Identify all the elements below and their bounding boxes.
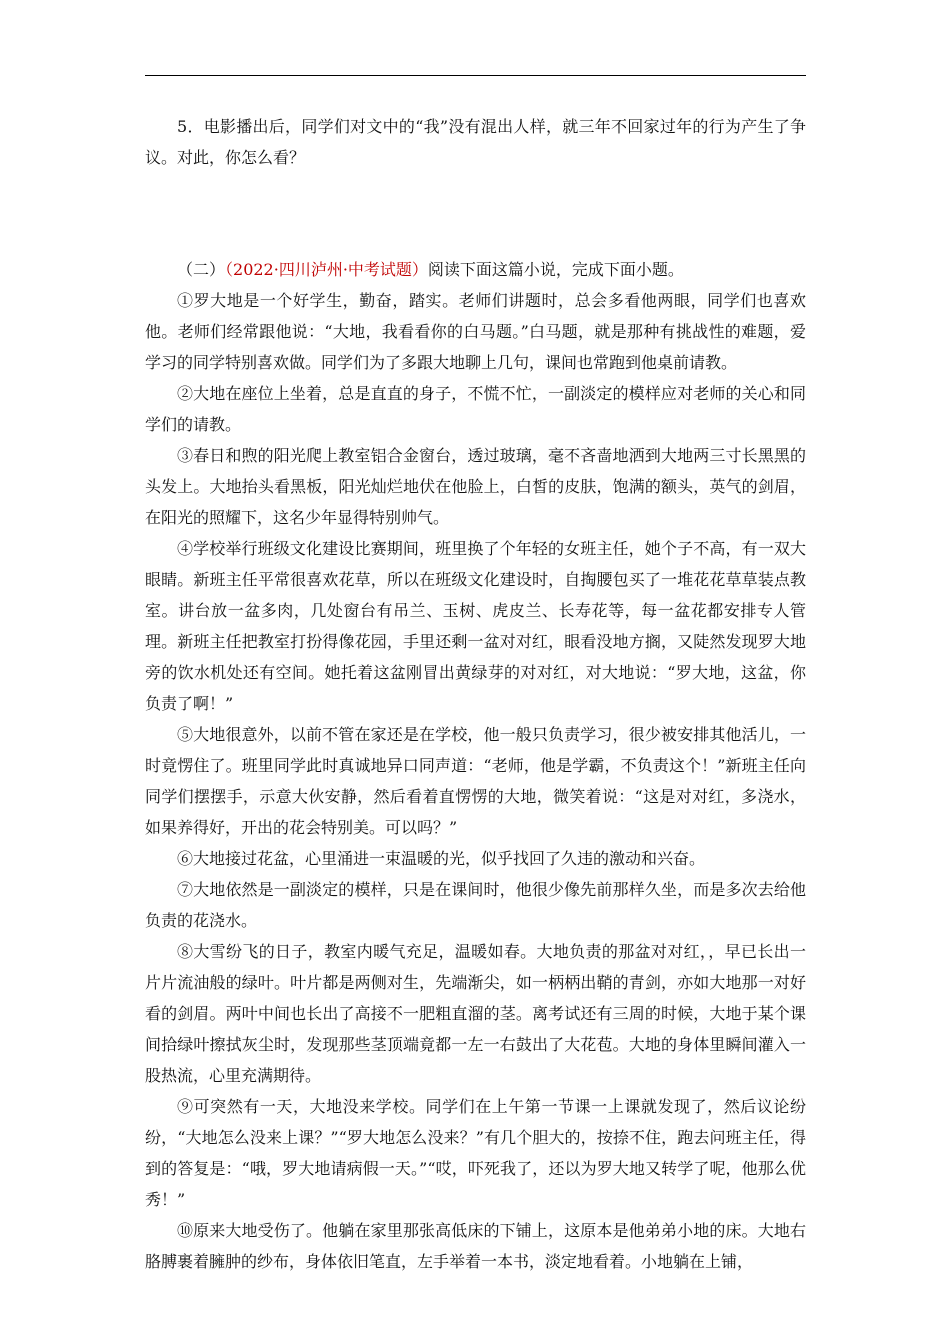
story-paragraph-10: ⑩原来大地受伤了。他躺在家里那张高低床的下铺上，这原本是他弟弟小地的床。大地右胳膊裹着臃肿的纱布，身体依旧笔直，左手举着一本书，淡定地看着。小地躺在上铺，	[145, 1221, 806, 1271]
story-paragraph-7: ⑦大地依然是一副淡定的模样，只是在课间时，他很少像先前那样久坐，而是多次去给他负责的花浇水。	[145, 880, 806, 930]
story-paragraph-9: ⑨可突然有一天，大地没来学校。同学们在上午第一节课一上课就发现了，然后议论纷纷，“大地怎么没来上课？”“罗大地怎么没来？”有几个胆大的，按捺不住，跑去问班主任，得到的答复是：“哦，罗大地请病假一天。”“哎，吓死我了，还以为罗大地又转学了呢，他那么优秀！”	[145, 1097, 806, 1209]
section-number: （二）	[177, 260, 226, 279]
story-paragraph-8: ⑧大雪纷飞的日子，教室内暖气充足，温暖如春。大地负责的那盆对对红，，早已长出一片片流油般的绿叶。叶片都是两侧对生，先端渐尖，如一柄柄出鞘的青剑，亦如大地那一对好看的剑眉。两叶中间也长出了高接不一肥粗直溜的茎。离考试还有三周的时候，大地于某个课间拾绿叶擦拭灰尘时，发现那些茎顶端竟都一左一右鼓出了大花苞。大地的身体里瞬间灌入一股热流，心里充满期待。	[145, 942, 806, 1085]
story-paragraph-1: ①罗大地是一个好学生，勤奋，踏实。老师们讲题时，总会多看他两眼，同学们也喜欢他。老师们经常跟他说：“大地，我看看你的白马题。”白马题，就是那种有挑战性的难题，爱学习的同学特别喜欢做。同学们为了多跟大地聊上几句，课间也常跑到他桌前请教。	[145, 291, 806, 372]
story-paragraph-5: ⑤大地很意外，以前不管在家还是在学校，他一般只负责学习，很少被安排其他活儿，一时竟愣住了。班里同学此时真诚地异口同声道：“老师，他是学霸，不负责这个！”新班主任向同学们摆摆手，示意大伙安静，然后看着直愣愣的大地，微笑着说：“这是对对红，多浇水，如果养得好，开出的花会特别美。可以吗？”	[145, 725, 806, 837]
reading-section-2	[145, 254, 806, 1277]
story-paragraph-6: ⑥大地接过花盆，心里涌进一束温暖的光，似乎找回了久违的激动和兴奋。	[177, 849, 706, 868]
section-heading	[145, 254, 806, 285]
story-paragraph-2: ②大地在座位上坐着，总是直直的身子，不慌不忙，一副淡定的模样应对老师的关心和同学们的请教。	[145, 384, 806, 434]
source-citation: （2022·四川泸州·中考试题）	[225, 260, 428, 279]
section-instruction: 阅读下面这篇小说，完成下面小题。	[427, 260, 684, 279]
header-rule	[145, 75, 806, 76]
question-5	[145, 111, 806, 173]
question-5-text: 5．电影播出后，同学们对文中的“我”没有混出人样，就三年不回家过年的行为产生了争议。对此，你怎么看？	[145, 117, 806, 167]
story-paragraph-4: ④学校举行班级文化建设比赛期间，班里换了个年轻的女班主任，她个子不高，有一双大眼睛。新班主任平常很喜欢花草，所以在班级文化建设时，自掏腰包买了一堆花花草草装点教室。讲台放一盆多肉，几处窗台有吊兰、玉树、虎皮兰、长寿花等，每一盆花都安排专人管理。新班主任把教室打扮得像花园，手里还剩一盆对对红，眼看没地方搁，又陡然发现罗大地旁的饮水机处还有空间。她托着这盆刚冒出黄绿芽的对对红，对大地说：“罗大地，这盆，你负责了啊！”	[145, 539, 806, 713]
story-paragraph-3: ③春日和煦的阳光爬上教室铝合金窗台，透过玻璃，毫不吝啬地洒到大地两三寸长黑黑的头发上。大地抬头看黑板，阳光灿烂地伏在他脸上，白皙的皮肤，饱满的额头，英气的剑眉，在阳光的照耀下，这名少年显得特别帅气。	[145, 446, 806, 527]
